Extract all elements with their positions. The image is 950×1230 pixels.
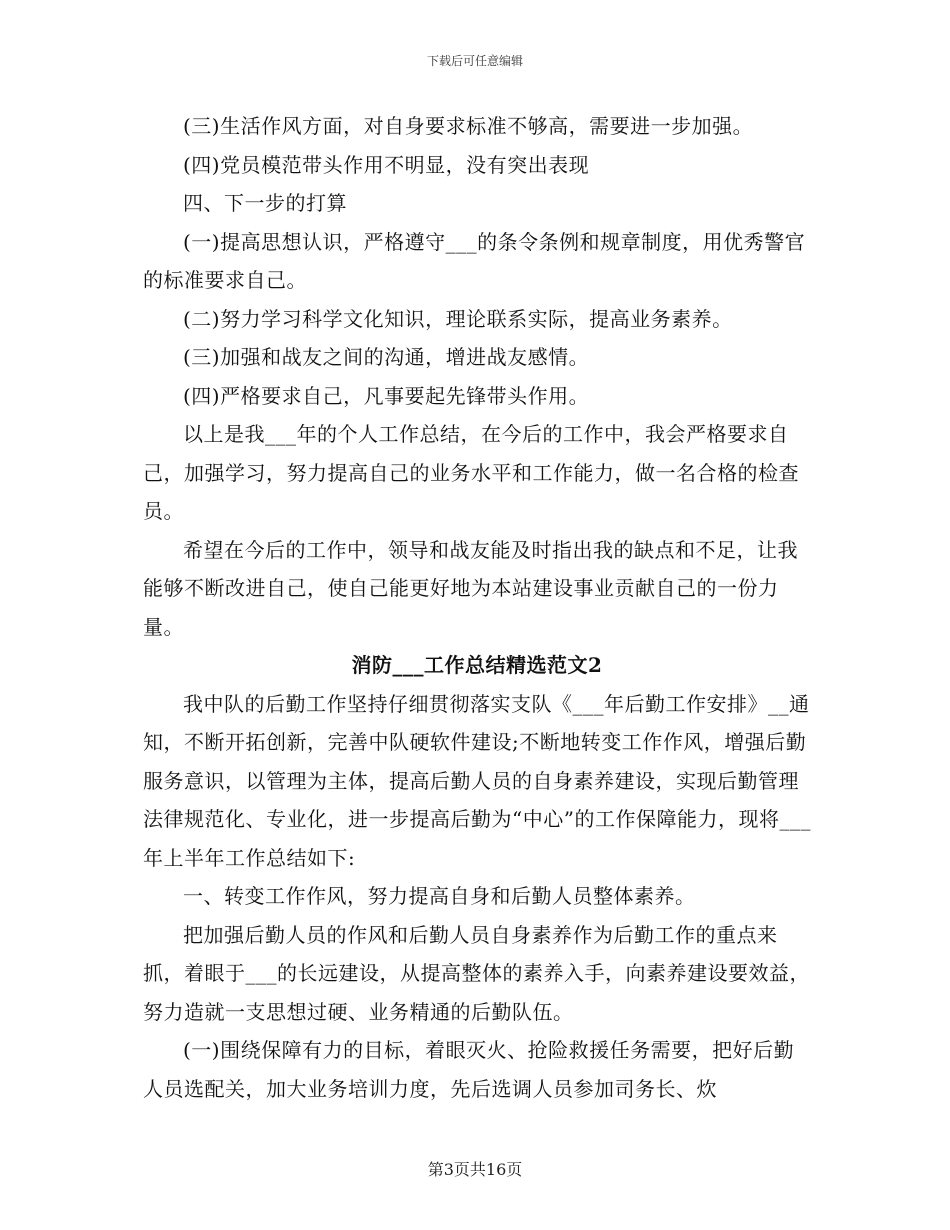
paragraph: (三)生活作风方面，对自身要求标准不够高，需要进一步加强。 bbox=[183, 114, 754, 138]
paragraph: 把加强后勤人员的作风和后勤人员自身素养作为后勤工作的重点来抓，着眼于___的长远建设，从提高整体的素养入手，向素养建设要效益，努力造就一支思想过硬、业务精通的后勤队伍。 bbox=[143, 922, 810, 1024]
paragraph: 一、转变工作作风，努力提高自身和后勤人员整体素养。 bbox=[183, 884, 696, 908]
section-title: 消防___工作总结精选范文2 bbox=[351, 653, 603, 677]
document-body bbox=[143, 107, 811, 1108]
paragraph: (一)围绕保障有力的目标，着眼灭火、抢险救援任务需要，把好后勤人员选配关，加大业务培训力度，先后选调人员参加司务长、炊 bbox=[143, 1038, 795, 1101]
paragraph: 以上是我___年的个人工作总结，在今后的工作中，我会严格要求自己，加强学习，努力提高自己的业务水平和工作能力，做一名合格的检查员。 bbox=[143, 422, 799, 523]
paragraph: 希望在今后的工作中，领导和战友能及时指出我的缺点和不足，让我能够不断改进自己，使自己能更好地为本站建设事业贡献自己的一份力量。 bbox=[143, 537, 798, 639]
paragraph: (三)加强和战友之间的沟通，增进战友感情。 bbox=[183, 345, 590, 369]
paragraph: (二)努力学习科学文化知识，理论联系实际，提高业务素养。 bbox=[183, 306, 733, 331]
paragraph: (四)严格要求自己，凡事要起先锋带头作用。 bbox=[183, 383, 590, 408]
page-footer: 第3页共16页 bbox=[427, 1160, 523, 1179]
paragraph: (四)党员模范带头作用不明显，没有突出表现 bbox=[183, 152, 590, 177]
paragraph: 四、下一步的打算 bbox=[183, 191, 347, 215]
paragraph: 我中队的后勤工作坚持仔细贯彻落实支队《___年后勤工作安排》__通知，不断开拓创新，完善中队硬软件建设;不断地转变工作作风，增强后勤服务意识，以管理为主体，提高后勤人员的自身素养建设，实现后勤管理法律规范化、专业化，进一步提高后勤为“中心”的工作保障能力，现将___年上半年工作总结如下: bbox=[143, 691, 811, 870]
page-header: 下载后可任意编辑 bbox=[426, 54, 523, 68]
paragraph: (一)提高思想认识，严格遵守___的条令条例和规章制度，用优秀警官的标准要求自己。 bbox=[143, 229, 806, 292]
